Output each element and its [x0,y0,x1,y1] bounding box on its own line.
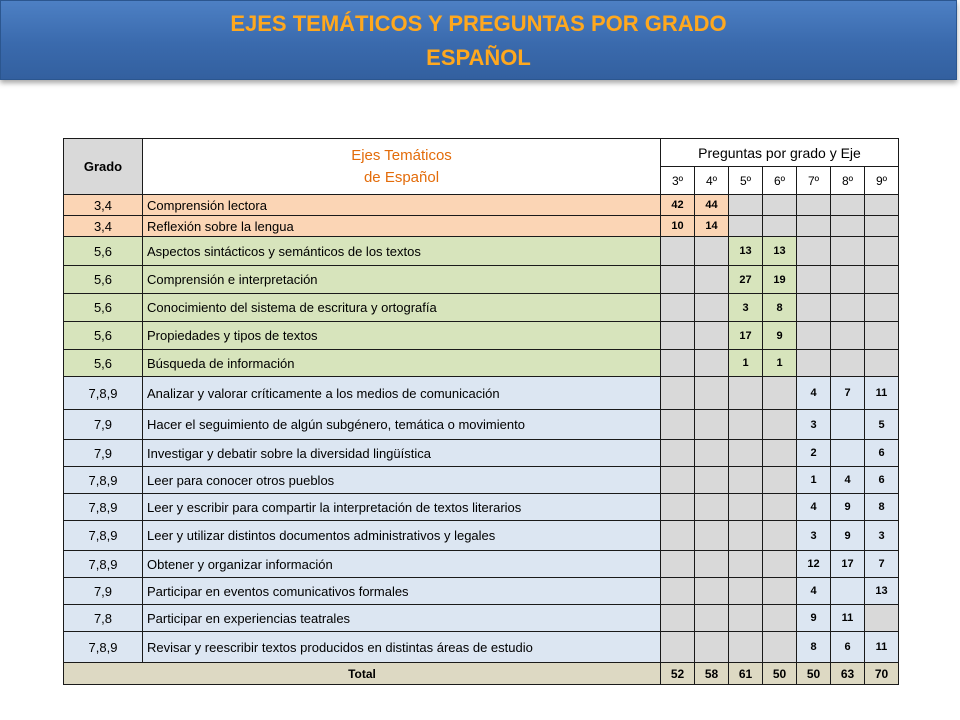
value-cell [831,578,865,605]
value-cell: 2 [797,440,831,467]
page-subtitle: ESPAÑOL [426,45,531,70]
table-row [64,467,899,494]
value-cell [729,494,763,521]
total-cell: 58 [695,663,729,685]
grado-cell: 5,6 [64,266,143,294]
value-cell: 17 [831,551,865,578]
value-cell [661,440,695,467]
value-cell [763,578,797,605]
grado-cell: 5,6 [64,237,143,266]
value-cell [661,294,695,322]
table-row [64,237,899,266]
value-cell: 27 [729,266,763,294]
value-cell: 1 [763,350,797,377]
value-cell: 42 [661,195,695,216]
eje-cell: Hacer el seguimiento de algún subgénero, temática o movimiento [143,410,661,440]
value-cell: 3 [797,410,831,440]
value-cell: 13 [763,237,797,266]
grade-header-cell: 6º [763,167,797,195]
value-cell [831,294,865,322]
value-cell: 4 [797,377,831,410]
table-row [64,551,899,578]
grado-cell: 7,9 [64,578,143,605]
questions-table [63,138,899,685]
value-cell [797,195,831,216]
value-cell [831,266,865,294]
total-cell: 63 [831,663,865,685]
eje-cell: Participar en eventos comunicativos formales [143,578,661,605]
table-row [64,410,899,440]
value-cell: 14 [695,216,729,237]
grado-cell: 3,4 [64,216,143,237]
value-cell: 8 [865,494,899,521]
value-cell: 17 [729,322,763,350]
value-cell: 7 [831,377,865,410]
value-cell [695,494,729,521]
value-cell [695,266,729,294]
value-cell: 6 [831,632,865,663]
table-row [64,266,899,294]
table-row [64,494,899,521]
grado-cell: 5,6 [64,322,143,350]
value-cell [831,350,865,377]
value-cell: 3 [865,521,899,551]
header-grado: Grado [64,139,143,195]
value-cell [865,195,899,216]
grado-cell: 5,6 [64,350,143,377]
table-row [64,605,899,632]
value-cell [695,632,729,663]
eje-cell: Comprensión lectora [143,195,661,216]
value-cell [865,322,899,350]
value-cell [661,494,695,521]
header-preguntas: Preguntas por grado y Eje [661,139,899,167]
title-banner [0,0,957,80]
value-cell [831,440,865,467]
value-cell: 9 [763,322,797,350]
grado-cell: 7,8,9 [64,494,143,521]
value-cell [797,350,831,377]
value-cell [661,467,695,494]
value-cell: 8 [797,632,831,663]
total-cell: 61 [729,663,763,685]
value-cell [729,521,763,551]
value-cell: 11 [865,377,899,410]
value-cell [865,605,899,632]
value-cell [661,632,695,663]
eje-cell: Reflexión sobre la lengua [143,216,661,237]
value-cell [763,216,797,237]
total-cell: 50 [797,663,831,685]
value-cell [695,377,729,410]
value-cell [797,266,831,294]
value-cell [661,410,695,440]
eje-cell: Propiedades y tipos de textos [143,322,661,350]
value-cell [729,195,763,216]
eje-cell: Leer y escribir para compartir la interpretación de textos literarios [143,494,661,521]
value-cell [865,294,899,322]
value-cell: 4 [831,467,865,494]
value-cell [831,195,865,216]
table-row [64,377,899,410]
value-cell [695,322,729,350]
value-cell: 3 [729,294,763,322]
grado-cell: 7,8,9 [64,551,143,578]
total-cell: 50 [763,663,797,685]
value-cell [661,578,695,605]
value-cell: 3 [797,521,831,551]
value-cell [865,216,899,237]
value-cell: 1 [729,350,763,377]
grado-cell: 7,8,9 [64,632,143,663]
eje-cell: Analizar y valorar críticamente a los medios de comunicación [143,377,661,410]
value-cell: 4 [797,494,831,521]
grado-cell: 7,9 [64,410,143,440]
value-cell [695,467,729,494]
value-cell [661,266,695,294]
header-ejes [143,139,661,195]
grade-header-cell: 4º [695,167,729,195]
value-cell [763,440,797,467]
value-cell [661,377,695,410]
page-title: EJES TEMÁTICOS Y PREGUNTAS POR GRADO [230,11,727,36]
grado-cell: 7,8 [64,605,143,632]
grade-header-cell: 8º [831,167,865,195]
grado-cell: 5,6 [64,294,143,322]
total-row [64,663,899,685]
value-cell: 11 [865,632,899,663]
table-row [64,440,899,467]
value-cell [797,216,831,237]
value-cell [763,551,797,578]
value-cell: 12 [797,551,831,578]
eje-cell: Comprensión e interpretación [143,266,661,294]
value-cell [831,237,865,266]
header-ejes-line2: de Español [363,168,440,186]
value-cell [729,440,763,467]
table-row [64,195,899,216]
value-cell: 9 [797,605,831,632]
value-cell [763,410,797,440]
value-cell [729,216,763,237]
eje-cell: Conocimiento del sistema de escritura y ortografía [143,294,661,322]
value-cell [865,237,899,266]
grado-cell: 3,4 [64,195,143,216]
value-cell: 1 [797,467,831,494]
value-cell [729,605,763,632]
eje-cell: Leer y utilizar distintos documentos administrativos y legales [143,521,661,551]
value-cell [695,521,729,551]
value-cell [797,322,831,350]
value-cell [695,578,729,605]
value-cell [695,605,729,632]
value-cell [661,521,695,551]
value-cell [661,322,695,350]
table-row [64,322,899,350]
value-cell [763,377,797,410]
eje-cell: Obtener y organizar información [143,551,661,578]
value-cell [763,521,797,551]
eje-cell: Búsqueda de información [143,350,661,377]
value-cell: 4 [797,578,831,605]
value-cell: 13 [729,237,763,266]
value-cell [763,632,797,663]
value-cell [695,294,729,322]
value-cell [729,377,763,410]
value-cell [763,605,797,632]
value-cell: 6 [865,440,899,467]
value-cell: 11 [831,605,865,632]
table-row [64,578,899,605]
value-cell [729,551,763,578]
value-cell [831,216,865,237]
value-cell [797,237,831,266]
eje-cell: Investigar y debatir sobre la diversidad lingüística [143,440,661,467]
value-cell: 10 [661,216,695,237]
value-cell [695,551,729,578]
value-cell: 7 [865,551,899,578]
value-cell: 5 [865,410,899,440]
value-cell [695,237,729,266]
table-row [64,521,899,551]
value-cell [695,440,729,467]
value-cell [831,322,865,350]
value-cell [695,350,729,377]
value-cell: 6 [865,467,899,494]
value-cell [661,605,695,632]
eje-cell: Aspectos sintácticos y semánticos de los textos [143,237,661,266]
grade-header-cell: 7º [797,167,831,195]
value-cell [763,494,797,521]
header-ejes-line1: Ejes Temáticos [351,146,452,164]
grade-header-cell: 5º [729,167,763,195]
value-cell [831,410,865,440]
value-cell [797,294,831,322]
value-cell [763,467,797,494]
value-cell [729,578,763,605]
value-cell [865,266,899,294]
total-cell: 52 [661,663,695,685]
eje-cell: Revisar y reescribir textos producidos en distintas áreas de estudio [143,632,661,663]
table-row [64,632,899,663]
grado-cell: 7,8,9 [64,377,143,410]
value-cell [763,195,797,216]
total-label: Total [64,663,661,685]
grado-cell: 7,8,9 [64,521,143,551]
value-cell: 13 [865,578,899,605]
value-cell: 19 [763,266,797,294]
value-cell: 9 [831,494,865,521]
value-cell [729,410,763,440]
eje-cell: Leer para conocer otros pueblos [143,467,661,494]
table-row [64,294,899,322]
grade-header-cell: 3º [661,167,695,195]
value-cell [695,410,729,440]
grado-cell: 7,9 [64,440,143,467]
value-cell [661,237,695,266]
value-cell: 8 [763,294,797,322]
value-cell: 9 [831,521,865,551]
value-cell [729,632,763,663]
value-cell: 44 [695,195,729,216]
value-cell [661,350,695,377]
value-cell [729,467,763,494]
total-cell: 70 [865,663,899,685]
eje-cell: Participar en experiencias teatrales [143,605,661,632]
value-cell [865,350,899,377]
grade-header-cell: 9º [865,167,899,195]
value-cell [661,551,695,578]
grado-cell: 7,8,9 [64,467,143,494]
table-body [64,195,899,685]
table-row [64,216,899,237]
table-row [64,350,899,377]
